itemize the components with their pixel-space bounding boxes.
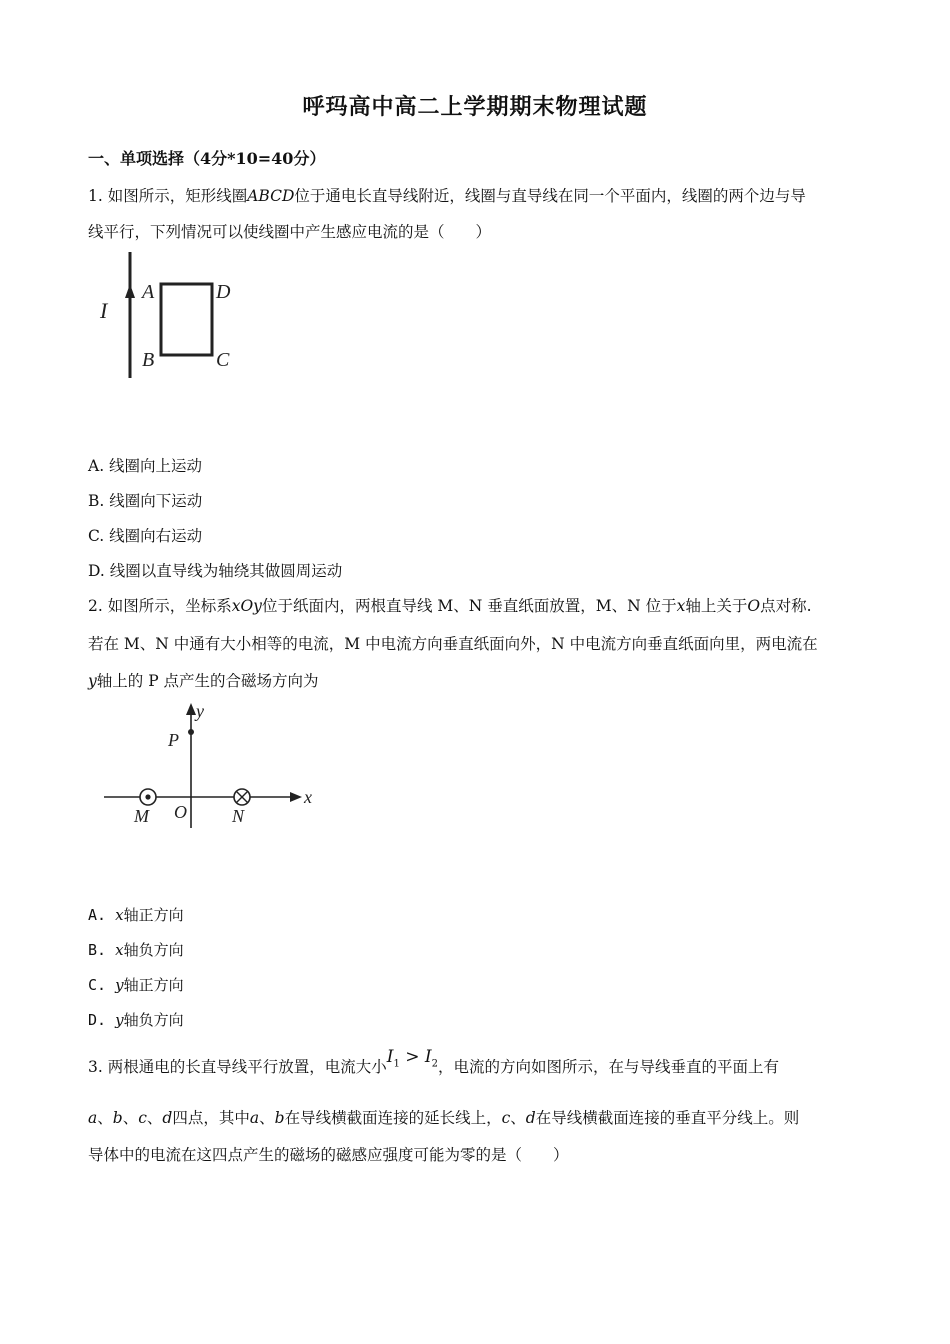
q1-line-1: 1. 如图所示，矩形线圈ABCD位于通电长直导线附近，线圈与直导线在同一个平面内，线圈的两个边与导 (88, 187, 806, 205)
q1-line-2: 线平行，下列情况可以使线圈中产生感应电流的是（ ） (88, 223, 492, 241)
q2-option-b[interactable]: B. x轴负方向 (88, 941, 184, 959)
q2-line-1: 2. 如图所示，坐标系xOy位于纸面内，两根直导线 M、N 垂直纸面放置，M、N 位于x轴上关于O点对称. (88, 597, 812, 615)
q2-label-m: M (134, 806, 149, 826)
q2-label-p: P (168, 730, 179, 750)
q2-wire-m-dot (145, 794, 150, 799)
q3-line-3: 导体中的电流在这四点产生的磁场的磁感应强度可能为零的是（ ） (88, 1146, 569, 1164)
q2-label-o: O (174, 802, 187, 822)
q3-line-2: a、b、c、d四点，其中a、b在导线横截面连接的延长线上，c、d在导线横截面连接的垂直平分线上。则 (88, 1109, 800, 1127)
q1-option-d[interactable]: D. 线圈以直导线为轴绕其做圆周运动 (88, 562, 343, 580)
q1-current-arrow (125, 284, 135, 298)
q1-figure (92, 248, 252, 388)
section-heading: 一、单项选择（4分*10=40分） (88, 149, 326, 168)
q1-option-c[interactable]: C. 线圈向右运动 (88, 527, 203, 545)
q2-label-x: x (304, 787, 312, 807)
q2-option-a[interactable]: A. x轴正方向 (88, 906, 184, 924)
q1-option-b[interactable]: B. 线圈向下运动 (88, 492, 203, 510)
q2-y-arrow (186, 703, 196, 715)
q1-option-a[interactable]: A. 线圈向上运动 (88, 457, 203, 475)
q2-x-arrow (290, 792, 302, 802)
q3-current-inequality: $I_1 > I_2$ (386, 1047, 438, 1070)
q1-label-a: A (142, 281, 155, 303)
q2-option-d[interactable]: D. y轴负方向 (88, 1011, 184, 1029)
q2-figure (100, 700, 330, 835)
q2-label-n: N (232, 806, 245, 826)
q1-label-c: C (216, 349, 230, 371)
q2-line-2: 若在 M、N 中通有大小相等的电流，M 中电流方向垂直纸面向外，N 中电流方向垂直纸面向里，两电流在 (88, 635, 818, 653)
q1-label-d: D (216, 281, 231, 303)
q1-label-b: B (142, 349, 155, 371)
q2-option-c[interactable]: C. y轴正方向 (88, 976, 184, 994)
page-title: 呼玛高中高二上学期期末物理试题 (302, 94, 648, 120)
q1-label-current: I (100, 298, 108, 323)
q3-line-1: 3. 两根通电的长直导线平行放置，电流大小$I_1 > I_2$，电流的方向如图所示，在与导线垂直的平面上有 (88, 1047, 779, 1076)
q2-point-p (188, 729, 194, 735)
q2-label-y: y (196, 701, 204, 721)
q2-line-3: y轴上的 P 点产生的合磁场方向为 (88, 672, 319, 690)
q1-coil (161, 284, 212, 355)
